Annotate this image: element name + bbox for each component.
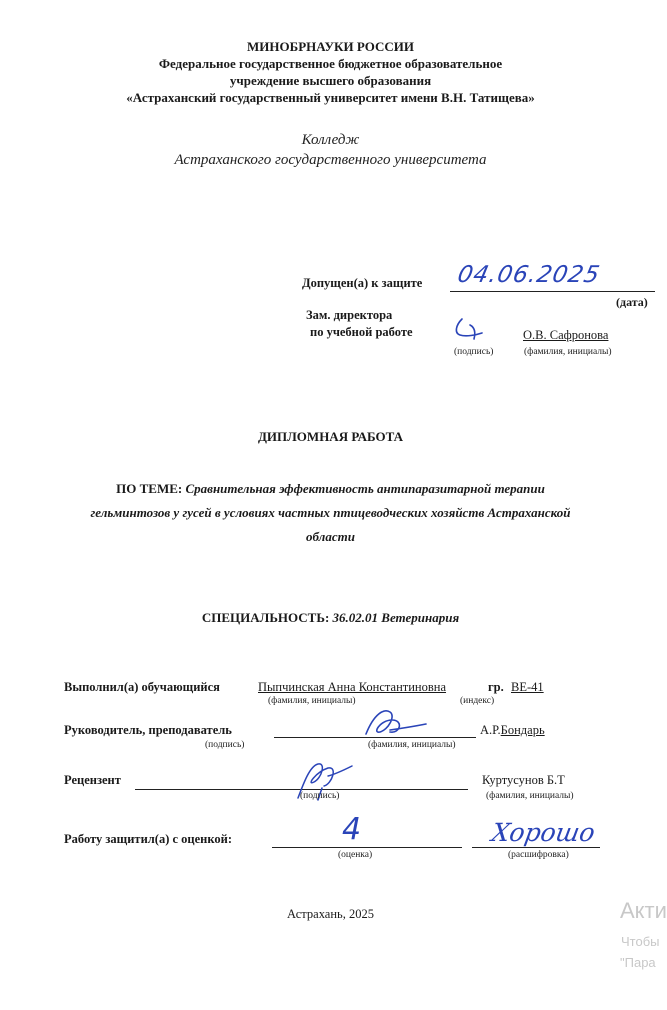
- group-label: гр.: [488, 680, 504, 694]
- reviewer-label: Рецензент: [64, 773, 121, 787]
- specialty-value: 36.02.01 Ветеринария: [332, 610, 460, 625]
- defense-label: Работу защитил(а) с оценкой:: [64, 832, 233, 846]
- supervisor-name-caption: (фамилия, инициалы): [368, 740, 456, 750]
- deputy-name-caption: (фамилия, инициалы): [524, 347, 612, 357]
- activation-watermark-title: Акти: [620, 898, 667, 923]
- supervisor-signature-caption: (подпись): [205, 740, 245, 750]
- institution-line-1: Федеральное государственное бюджетное образовательное: [158, 56, 503, 71]
- date-caption: (дата): [616, 295, 648, 309]
- deputy-signature-caption: (подпись): [454, 347, 494, 357]
- topic-text-1: Сравнительная эффективность антипаразитарной терапии: [185, 481, 545, 496]
- reviewer-signature-caption: (подпись): [300, 791, 340, 801]
- specialty-line: [0, 610, 661, 626]
- supervisor-label: Руководитель, преподаватель: [64, 723, 232, 737]
- performer-name: Пыпчинская Анна Константиновна: [258, 680, 447, 694]
- supervisor-surname: Бондарь: [500, 723, 545, 737]
- deputy-title-line-1: Зам. директора: [306, 308, 393, 322]
- activation-watermark-line-2: Чтобы: [621, 934, 660, 949]
- topic-line-1: [0, 481, 661, 497]
- performer-label: Выполнил(а) обучающийся: [64, 680, 220, 694]
- topic-line-3: области: [306, 529, 355, 544]
- admitted-label: Допущен(а) к защите: [302, 276, 423, 290]
- topic-label: ПО ТЕМЕ:: [116, 481, 183, 496]
- date-handwritten: 04.06.2025: [455, 262, 603, 288]
- date-line: [450, 291, 655, 292]
- city-year: Астрахань, 2025: [287, 907, 374, 921]
- grade-line: [272, 847, 462, 848]
- topic-line-2: гельминтозов у гусей в условиях частных птицеводческих хозяйств Астраханской: [90, 505, 571, 520]
- group-value: ВЕ-41: [511, 680, 544, 694]
- deputy-signature: [452, 315, 496, 345]
- reviewer-name: Куртусунов Б.Т: [482, 773, 565, 787]
- supervisor-signature: [360, 706, 430, 740]
- document-title: ДИПЛОМНАЯ РАБОТА: [257, 429, 404, 444]
- university-name: «Астраханский государственный университет имени В.Н. Татищева»: [126, 90, 535, 105]
- decoding-line: [472, 847, 600, 848]
- decoding-handwritten: Хорошо: [489, 818, 598, 847]
- deputy-name: О.В. Сафронова: [523, 328, 609, 342]
- supervisor-initials: А.Р.: [480, 723, 501, 737]
- grade-caption: (оценка): [338, 850, 373, 860]
- college-line-1: Колледж: [301, 132, 360, 148]
- grade-handwritten: 4: [342, 812, 362, 847]
- reviewer-name-caption: (фамилия, инициалы): [486, 791, 574, 801]
- decoding-caption: (расшифровка): [508, 850, 569, 860]
- ministry-line: МИНОБРНАУКИ РОССИИ: [247, 39, 414, 54]
- deputy-title-line-2: по учебной работе: [310, 325, 413, 339]
- supervisor-name: [480, 723, 545, 738]
- activation-watermark-line-3: "Пара: [620, 955, 656, 970]
- performer-name-caption: (фамилия, инициалы): [268, 696, 356, 706]
- institution-line-2: учреждение высшего образования: [229, 73, 432, 88]
- college-line-2: Астраханского государственного университета: [174, 152, 487, 168]
- group-caption: (индекс): [460, 696, 495, 706]
- specialty-label: СПЕЦИАЛЬНОСТЬ:: [201, 610, 330, 625]
